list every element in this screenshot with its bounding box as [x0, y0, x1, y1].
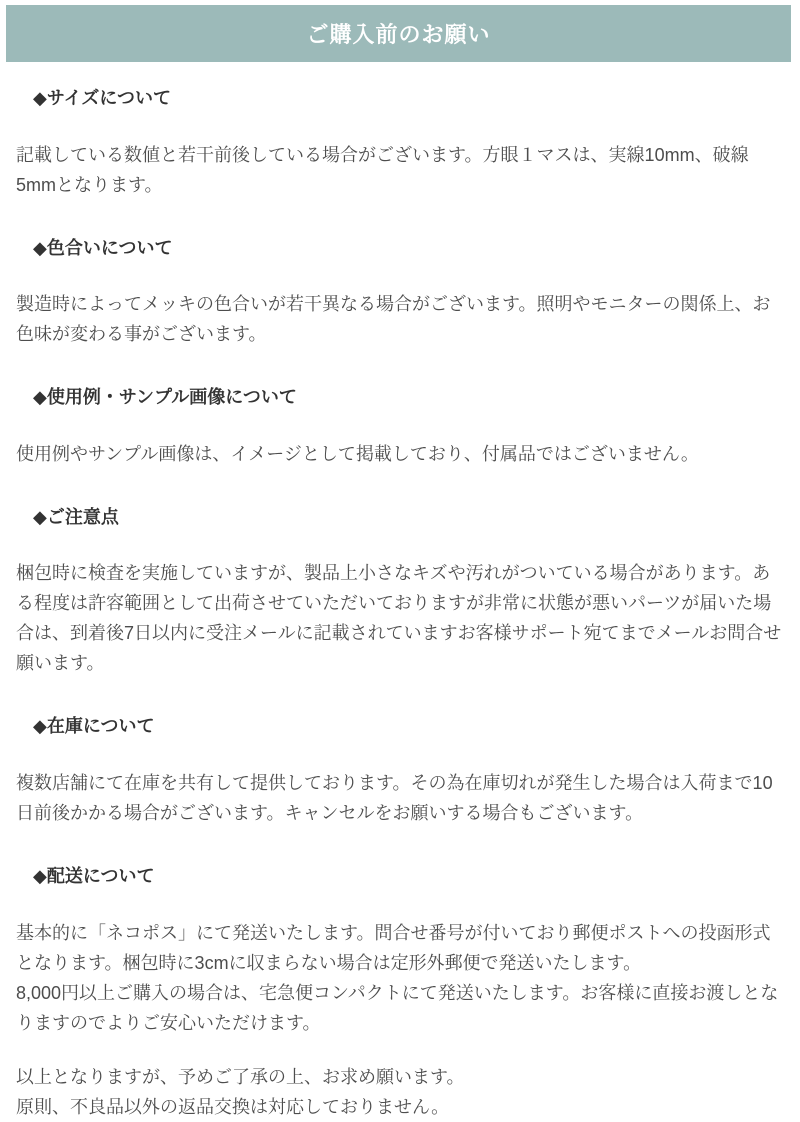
- section-cautions-heading: ◆ご注意点: [33, 506, 119, 527]
- section-stock-paragraph: 複数店舗にて在庫を共有して提供しております。その為在庫切れが発生した場合は入荷まで10日前後かかる場合がございます。キャンセルをお願いする場合もございます。: [16, 772, 773, 823]
- section-sample-images-heading: ◆使用例・サンプル画像について: [33, 387, 297, 408]
- section-cautions: [16, 507, 788, 679]
- notice-content: [0, 88, 800, 1122]
- section-shipping-body: [16, 918, 788, 1038]
- section-cautions-paragraph: 梱包時に検査を実施していますが、製品上小さなキズや汚れがついている場合があります。ある程度は許容範囲として出荷させていただいておりますが非常に状態が悪いパーツが届いた場合は、到着後7日以内に受注メールに記載されていますお客様サポート宛てまでメールお問合せ願います。: [16, 563, 782, 674]
- section-sample-images-paragraph: 使用例やサンプル画像は、イメージとして掲載しており、付属品ではございません。: [16, 443, 699, 464]
- section-stock: [16, 716, 788, 828]
- section-color-paragraph: 製造時によってメッキの色合いが若干異なる場合がございます。照明やモニターの関係上、お色味が変わる事がございます。: [16, 294, 771, 345]
- closing-line: 以上となりますが、予めご了承の上、お求め願います。: [16, 1066, 465, 1087]
- section-sample-images: [16, 387, 788, 469]
- page-title: ご購入前のお願い: [306, 22, 491, 47]
- section-shipping-paragraph: 8,000円以上ご購入の場合は、宅急便コンパクトにて発送いたします。お客様に直接お渡しとなりますのでよりご安心いただけます。: [16, 982, 779, 1033]
- section-cautions-body: [16, 558, 788, 678]
- section-stock-body: [16, 768, 788, 828]
- section-color-heading: ◆色合いについて: [33, 237, 173, 258]
- section-size-body: [16, 140, 788, 200]
- page-title-banner: [6, 5, 791, 62]
- closing-note: [16, 1062, 788, 1122]
- section-shipping-heading: ◆配送について: [33, 865, 155, 886]
- section-size: [16, 88, 788, 200]
- section-color: [16, 238, 788, 350]
- section-shipping: [16, 866, 788, 1038]
- section-stock-heading: ◆在庫について: [33, 716, 155, 737]
- section-shipping-paragraph: 基本的に「ネコポス」にて発送いたします。問合せ番号が付いており郵便ポストへの投函形式となります。梱包時に3cmに収まらない場合は定形外郵便で発送いたします。: [16, 922, 771, 973]
- section-sample-images-body: [16, 439, 788, 469]
- closing-line: 原則、不良品以外の返品交換は対応しておりません。: [16, 1096, 450, 1117]
- section-color-body: [16, 289, 788, 349]
- section-size-heading: ◆サイズについて: [33, 88, 172, 108]
- section-size-paragraph: 記載している数値と若干前後している場合がございます。方眼１マスは、実線10mm、破線5mmとなります。: [16, 144, 749, 195]
